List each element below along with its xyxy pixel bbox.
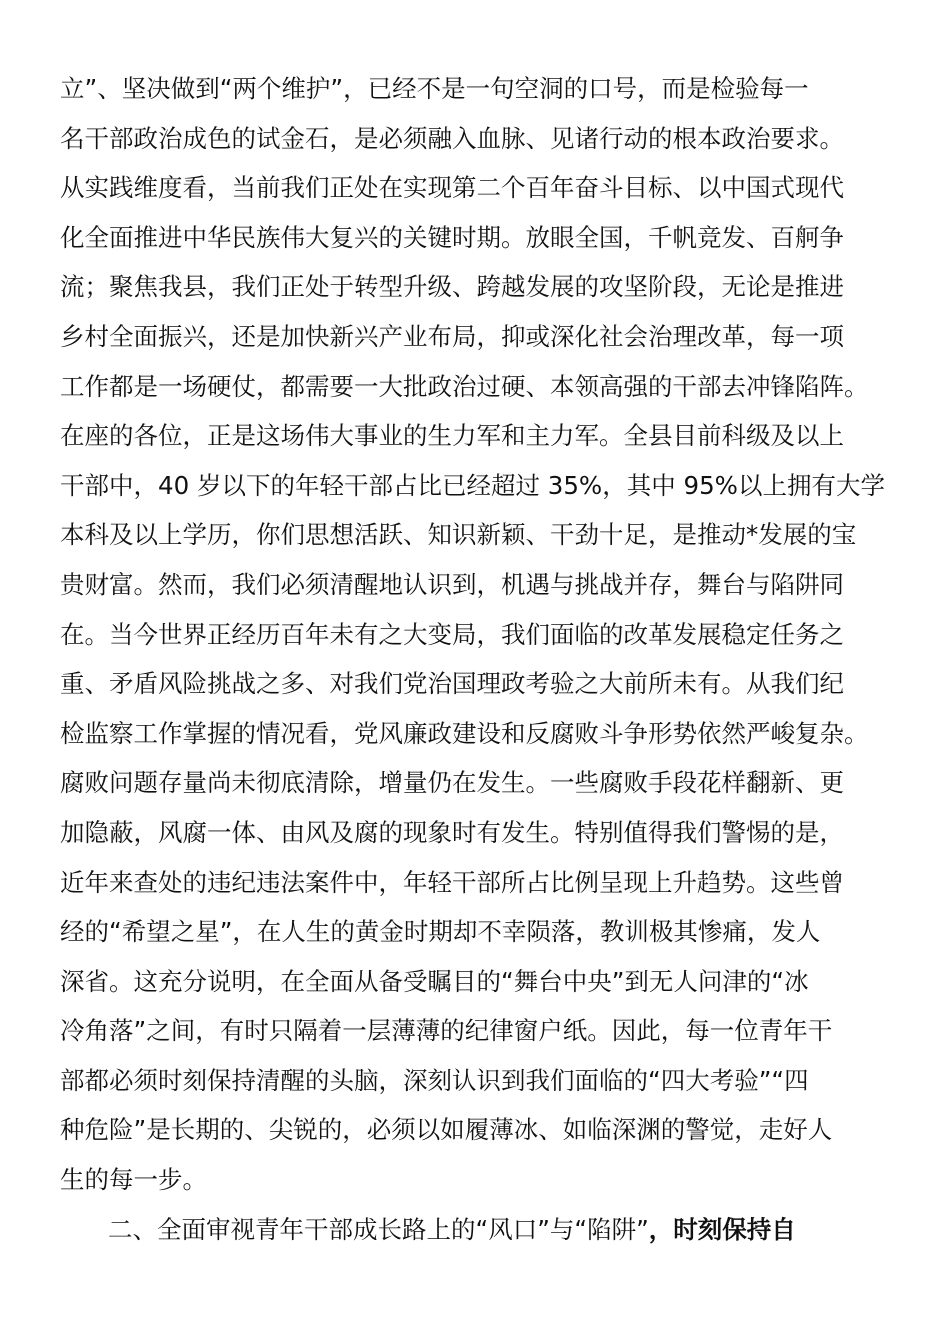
text-line: 在座的各位，正是这场伟大事业的生力军和主力军。全县目前科级及以上 [60,421,844,451]
text-line: 化全面推进中华民族伟大复兴的关键时期。放眼全国，千帆竞发、百舸争 [60,222,844,252]
text-line: 乡村全面振兴，还是加快新兴产业布局，抑或深化社会治理改革，每一项 [60,321,844,351]
text-line: 近年来查处的违纪违法案件中，年轻干部所占比例呈现上升趋势。这些曾 [60,867,844,897]
text-line: 经的“希望之星”，在人生的黄金时期却不幸陨落，教训极其惨痛，发人 [60,917,821,947]
text-line: 种危险”是长期的、尖锐的，必须以如履薄冰、如临深渊的警觉，走好人 [60,1115,833,1145]
text-line: 重、矛盾风险挑战之多、对我们党治国理政考验之大前所未有。从我们纪 [60,669,844,699]
section-heading [60,1205,890,1255]
text-line: 腐败问题存量尚未彻底清除，增量仍在发生。一些腐败手段花样翻新、更 [60,768,844,798]
text-line: 本科及以上学历，你们思想活跃、知识新颖、干劲十足，是推动*发展的宝 [60,520,857,550]
text-line: 在。当今世界正经历百年未有之大变局，我们面临的改革发展稳定任务之 [60,619,844,649]
section-heading-text: 二、全面审视青年干部成长路上的“风口”与“陷阱” [108,1214,649,1244]
text-line: 工作都是一场硬仗，都需要一大批政治过硬、本领高强的干部去冲锋陷阵。 [60,371,869,401]
text-line: 部都必须时刻保持清醒的头脑，深刻认识到我们面临的“四大考验”“四 [60,1065,809,1095]
text-line: 流；聚焦我县，我们正处于转型升级、跨越发展的攻坚阶段，无论是推进 [60,272,844,302]
text-line: 加隐蔽，风腐一体、由风及腐的现象时有发生。特别值得我们警惕的是， [60,817,844,847]
text-line: 立”、坚决做到“两个维护”，已经不是一句空洞的口号，而是检验每一 [60,74,809,103]
text-line: 从实践维度看，当前我们正处在实现第二个百年奋斗目标、以中国式现代 [60,173,844,203]
section-heading-continuation: ，时刻保持自 [648,1214,796,1244]
text-line: 生的每一步。 [60,1165,207,1195]
text-line: 深省。这充分说明，在全面从备受瞩目的“舞台中央”到无人问津的“冰 [60,966,809,996]
text-line: 冷角落”之间，有时只隔着一层薄薄的纪律窗户纸。因此，每一位青年干 [60,1016,833,1046]
text-line: 干部中，40 岁以下的年轻干部占比已经超过 35%，其中 95%以上拥有大学 [60,470,885,500]
text-line: 检监察工作掌握的情况看，党风廉政建设和反腐败斗争形势依然严峻复杂。 [60,718,869,748]
body-text [60,64,890,1254]
text-line: 贵财富。然而，我们必须清醒地认识到，机遇与挑战并存，舞台与陷阱同 [60,569,844,599]
text-line: 名干部政治成色的试金石，是必须融入血脉、见诸行动的根本政治要求。 [60,123,844,153]
